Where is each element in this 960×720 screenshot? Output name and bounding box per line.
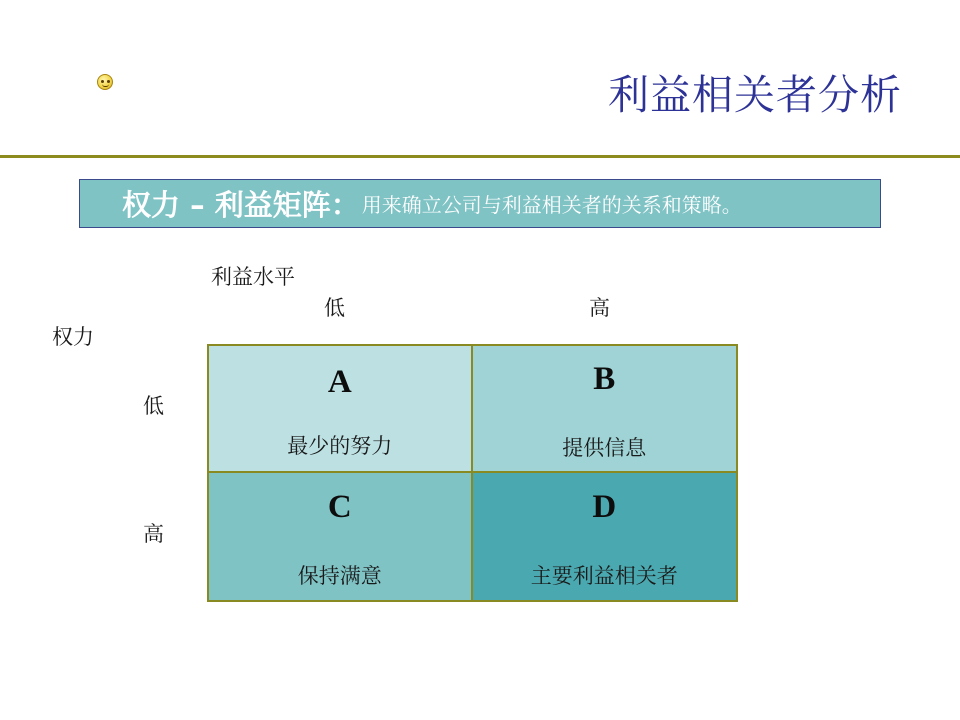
cell-strategy: 保持满意 (297, 564, 382, 588)
page-title: 利益相关者分析 (608, 71, 902, 119)
interest-low-label: 低 (324, 296, 345, 320)
power-low-label: 低 (143, 394, 164, 418)
matrix-cell-b (473, 346, 737, 473)
definition-banner (79, 179, 881, 228)
power-axis-label: 权力 (52, 325, 94, 349)
cell-letter: A (327, 364, 352, 400)
interest-high-label: 高 (589, 296, 610, 320)
matrix-cell-c (209, 473, 473, 600)
cell-strategy: 主要利益相关者 (530, 564, 678, 588)
cell-strategy: 最少的努力 (287, 434, 393, 458)
matrix-cell-d (473, 473, 737, 600)
interest-axis-label: 利益水平 (211, 265, 295, 289)
power-high-label: 高 (143, 522, 164, 546)
title-divider (0, 155, 960, 158)
banner-term: 权力 – 利益矩阵： (122, 188, 360, 222)
cell-letter: B (593, 361, 616, 397)
matrix-cell-a (209, 346, 473, 473)
smiley-icon (97, 74, 113, 90)
cell-letter: D (592, 489, 617, 525)
cell-strategy: 提供信息 (562, 436, 647, 460)
banner-description: 用来确立公司与利益相关者的关系和策略。 (361, 193, 742, 217)
cell-letter: C (327, 489, 352, 525)
power-interest-matrix (207, 344, 738, 602)
